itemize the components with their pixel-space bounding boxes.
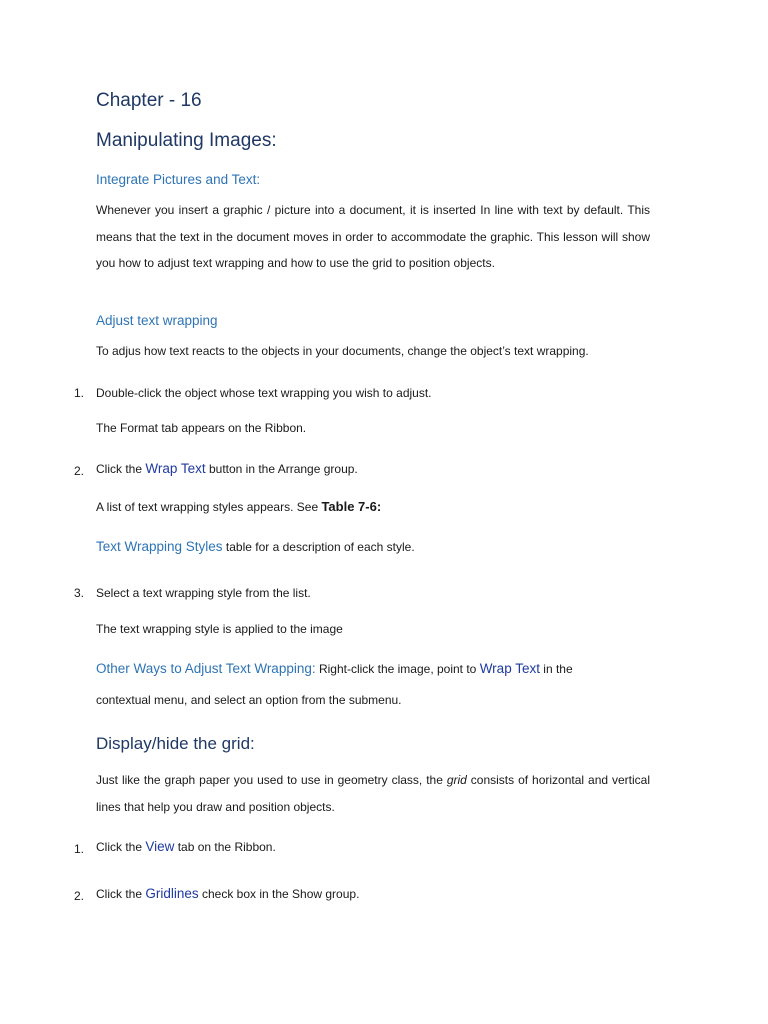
step-note: The text wrapping style is applied to the image — [96, 622, 343, 636]
page-title: Manipulating Images: — [96, 130, 277, 151]
step-number: 1. — [74, 386, 85, 400]
step-text: Click the Gridlines check box in the Show group. — [96, 886, 360, 901]
step-number: 3. — [74, 586, 85, 600]
paragraph-grid: Just like the graph paper you used to use in geometry class, the grid consists of horizontal and vertical lines that help you draw and position objects. — [96, 773, 650, 814]
keyword-text-wrapping-styles: Text Wrapping Styles — [96, 539, 223, 554]
table-reference: Table 7-6: — [321, 499, 382, 514]
keyword-view: View — [145, 839, 175, 854]
chapter-title: Chapter - 16 — [96, 90, 202, 111]
keyword-wrap-text: Wrap Text — [479, 661, 540, 676]
paragraph-adjust-intro: To adjus how text reacts to the objects in your documents, change the object’s text wrapping. — [96, 344, 589, 358]
step-text: Click the Wrap Text button in the Arrange group. — [96, 461, 358, 476]
step-number: 2. — [74, 464, 85, 478]
step-number: 2. — [74, 889, 85, 903]
step-note: The Format tab appears on the Ribbon. — [96, 421, 307, 435]
step-text: Click the View tab on the Ribbon. — [96, 839, 276, 854]
section-heading-grid: Display/hide the grid: — [96, 734, 255, 753]
other-ways-line: Other Ways to Adjust Text Wrapping: Right-click the image, point to Wrap Text in the — [96, 661, 573, 676]
paragraph-integrate: Whenever you insert a graphic / picture into a document, it is inserted In line with text by default. This means that the text in the document moves in order to accommodate the graphic. This lesson will show you how to adjust text wrapping and how to use the grid to position objects. — [96, 203, 650, 270]
section-heading-adjust: Adjust text wrapping — [96, 313, 218, 328]
step-text: Select a text wrapping style from the list. — [96, 586, 311, 600]
keyword-wrap-text: Wrap Text — [145, 461, 206, 476]
other-ways-line: contextual menu, and select an option from the submenu. — [96, 693, 402, 707]
other-ways-label: Other Ways to Adjust Text Wrapping: — [96, 661, 316, 676]
step-number: 1. — [74, 842, 85, 856]
step-note: Text Wrapping Styles table for a description of each style. — [96, 539, 415, 554]
step-note: A list of text wrapping styles appears. See Table 7-6: — [96, 499, 382, 514]
step-text: Double-click the object whose text wrapping you wish to adjust. — [96, 386, 432, 400]
section-heading-integrate: Integrate Pictures and Text: — [96, 172, 261, 187]
keyword-gridlines: Gridlines — [145, 886, 199, 901]
